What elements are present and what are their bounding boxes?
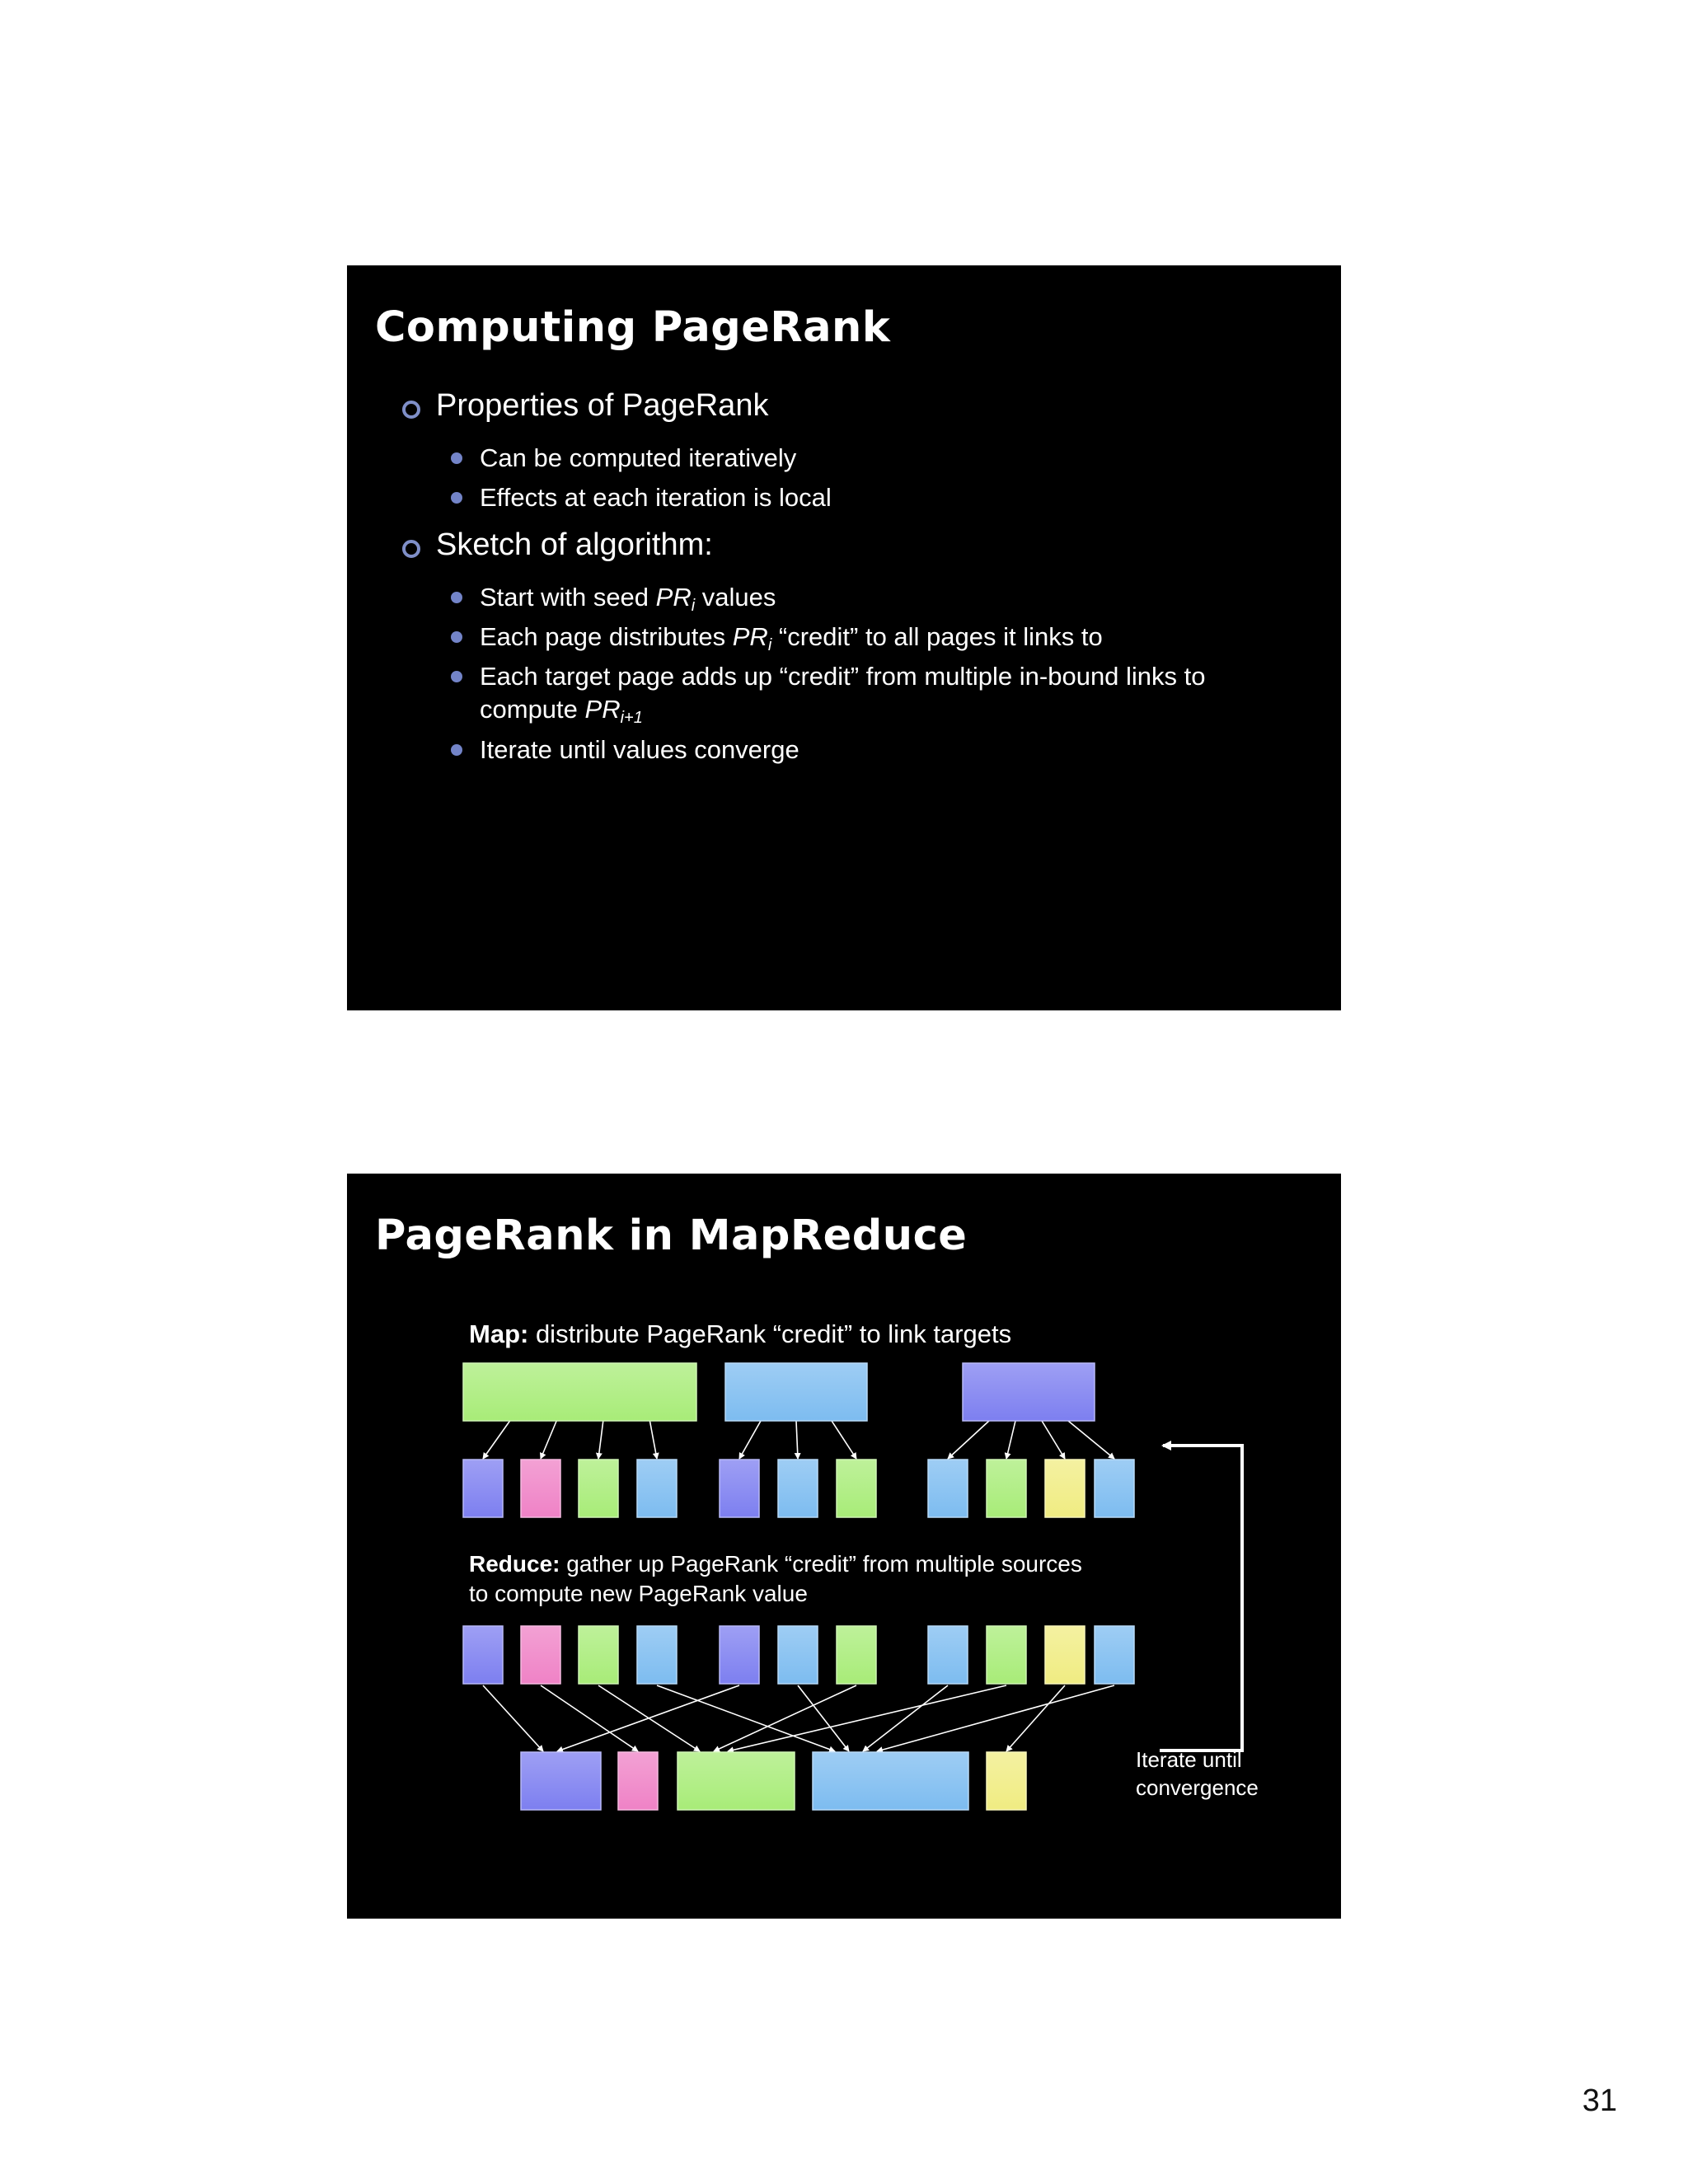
list-item: Each page distributes $PR_i$ “credit” to all pages it links to xyxy=(480,622,1103,654)
slide-pagerank-in-mapreduce xyxy=(347,1174,1341,1919)
list-item: Can be computed iteratively xyxy=(480,443,797,472)
reduce-output-box xyxy=(987,1752,1026,1810)
connector-arrow xyxy=(1042,1421,1065,1459)
list-item: Effects at each iteration is local xyxy=(480,483,832,512)
map-label: Map: distribute PageRank “credit” to link targets xyxy=(469,1319,1012,1348)
bullet-icon xyxy=(451,592,462,603)
connector-arrow xyxy=(739,1421,761,1459)
section-heading: Sketch of algorithm: xyxy=(436,527,713,562)
connector-arrow xyxy=(483,1685,543,1751)
map-output-box xyxy=(463,1460,503,1517)
slide-title: PageRank in MapReduce xyxy=(375,1212,968,1260)
map-source-box xyxy=(963,1363,1095,1421)
map-source-box xyxy=(725,1363,867,1421)
page-number: 31 xyxy=(1582,2083,1617,2118)
hollow-bullet-icon xyxy=(402,401,420,419)
reduce-input-box xyxy=(521,1626,560,1684)
reduce-input-box xyxy=(579,1626,618,1684)
connector-arrow xyxy=(483,1421,510,1459)
map-source-box xyxy=(463,1363,696,1421)
bullet-icon xyxy=(451,492,462,504)
connector-arrow xyxy=(798,1685,849,1751)
map-output-box xyxy=(778,1460,818,1517)
reduce-input-box xyxy=(1045,1626,1085,1684)
map-output-box xyxy=(987,1460,1026,1517)
hollow-bullet-icon xyxy=(402,540,420,558)
reduce-input-box xyxy=(463,1626,503,1684)
connector-arrow xyxy=(714,1685,856,1751)
reduce-label: Reduce: gather up PageRank “credit” from multiple sources to compute new PageRank value xyxy=(469,1551,1082,1606)
map-output-box xyxy=(579,1460,618,1517)
connector-arrow xyxy=(796,1421,798,1459)
iterate-loop-arrow xyxy=(1160,1446,1242,1750)
connector-arrow xyxy=(598,1421,603,1459)
slide-computing-pagerank xyxy=(347,265,1341,1010)
section-heading: Properties of PageRank xyxy=(436,388,769,423)
connector-arrow xyxy=(1006,1421,1015,1459)
connector-arrow xyxy=(863,1685,948,1751)
iterate-label: Iterate until convergence xyxy=(1136,1747,1259,1800)
map-output-box xyxy=(521,1460,560,1517)
reduce-output-box xyxy=(813,1752,968,1810)
list-item: Each target page adds up “credit” from multiple in-bound links to compute $PR_{i+1}$ xyxy=(480,662,1206,727)
map-output-box xyxy=(637,1460,677,1517)
reduce-input-box xyxy=(637,1626,677,1684)
reduce-input-box xyxy=(987,1626,1026,1684)
reduce-output-box xyxy=(678,1752,795,1810)
map-output-box xyxy=(1045,1460,1085,1517)
reduce-input-box xyxy=(720,1626,759,1684)
reduce-input-box xyxy=(1095,1626,1134,1684)
bullet-icon xyxy=(451,744,462,756)
reduce-input-box xyxy=(928,1626,968,1684)
reduce-output-box xyxy=(618,1752,658,1810)
reduce-output-box xyxy=(521,1752,601,1810)
connector-arrow xyxy=(541,1421,556,1459)
bullet-icon xyxy=(451,631,462,643)
connector-arrow xyxy=(832,1421,856,1459)
connector-arrow xyxy=(649,1421,657,1459)
bullet-icon xyxy=(451,671,462,682)
connector-arrow xyxy=(557,1685,739,1751)
reduce-input-box xyxy=(837,1626,876,1684)
list-item: Start with seed $PR_i$ values xyxy=(480,583,776,615)
connector-arrow xyxy=(948,1421,989,1459)
map-output-box xyxy=(837,1460,876,1517)
connector-arrow xyxy=(1068,1421,1114,1459)
map-output-box xyxy=(928,1460,968,1517)
list-item: Iterate until values converge xyxy=(480,735,799,764)
connector-arrow xyxy=(877,1685,1114,1751)
mapreduce-diagram xyxy=(347,1174,1341,1919)
connector-arrow xyxy=(1006,1685,1065,1751)
bullet-icon xyxy=(451,452,462,464)
connector-arrow xyxy=(728,1685,1006,1751)
reduce-input-box xyxy=(778,1626,818,1684)
map-output-box xyxy=(720,1460,759,1517)
connector-arrow xyxy=(541,1685,638,1751)
map-output-box xyxy=(1095,1460,1134,1517)
slide-title: Computing PageRank xyxy=(375,303,891,352)
